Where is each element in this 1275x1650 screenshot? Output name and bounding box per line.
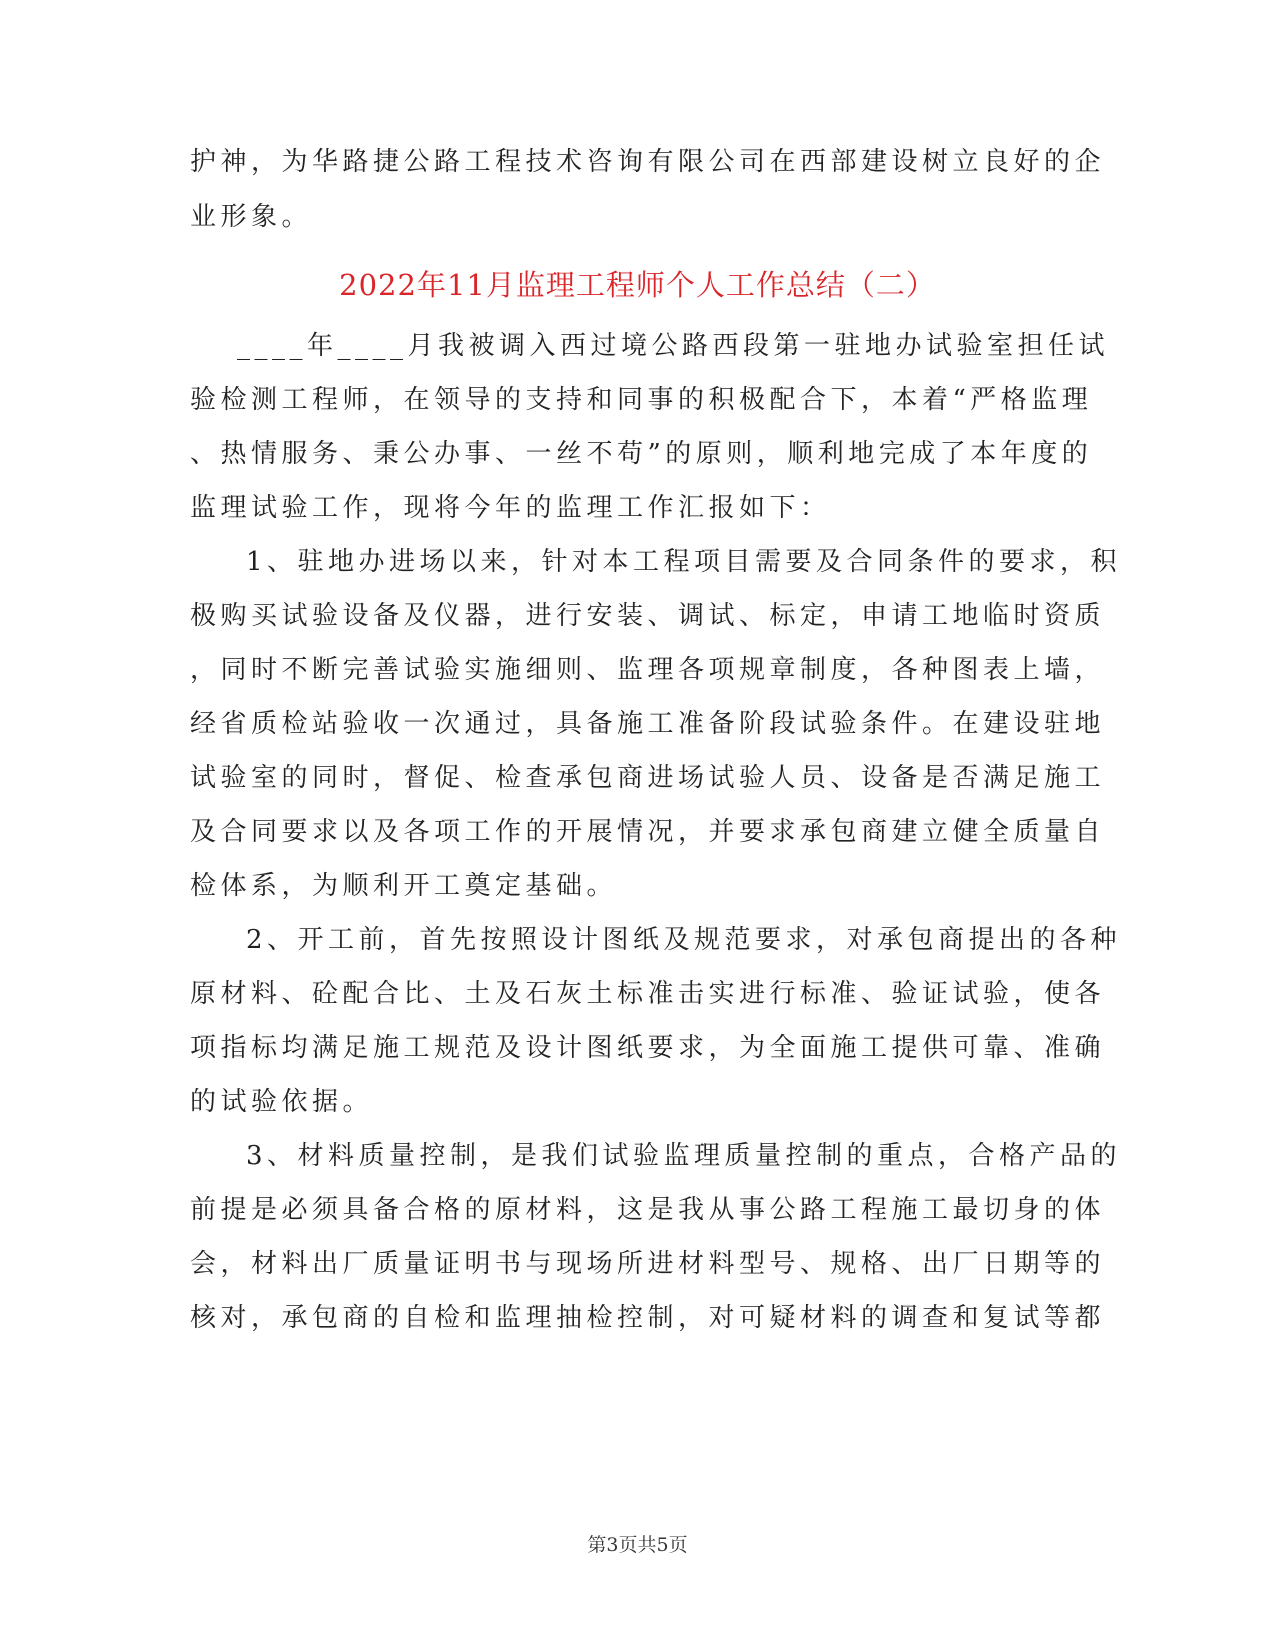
paragraph-line: 会，材料出厂质量证明书与现场所进材料型号、规格、出厂日期等的	[190, 1249, 1106, 1279]
intro-line: 业形象。	[190, 202, 313, 232]
paragraph-line: 1、驻地办进场以来，针对本工程项目需要及合同条件的要求，积	[246, 547, 1122, 577]
paragraph-line: 原材料、砼配合比、土及石灰土标准击实进行标准、验证试验，使各	[190, 979, 1106, 1009]
paragraph-line: 极购买试验设备及仪器，进行安装、调试、标定，申请工地临时资质	[190, 601, 1106, 631]
paragraph-line: 、热情服务、秉公办事、一丝不苟”的原则，顺利地完成了本年度的	[190, 439, 1093, 469]
paragraph-line: 检体系，为顺利开工奠定基础。	[190, 871, 618, 901]
paragraph-line: 验检测工程师，在领导的支持和同事的积极配合下，本着“严格监理	[190, 385, 1093, 415]
paragraph-line: 的试验依据。	[190, 1087, 374, 1117]
paragraph-line: 前提是必须具备合格的原材料，这是我从事公路工程施工最切身的体	[190, 1195, 1106, 1225]
intro-line: 护神，为华路捷公路工程技术咨询有限公司在西部建设树立良好的企	[190, 147, 1106, 177]
paragraph-line: ，同时不断完善试验实施细则、监理各项规章制度，各种图表上墙，	[190, 655, 1106, 685]
paragraph-line: 项指标均满足施工规范及设计图纸要求，为全面施工提供可靠、准确	[190, 1033, 1106, 1063]
paragraph-line: 3、材料质量控制，是我们试验监理质量控制的重点，合格产品的	[246, 1141, 1122, 1171]
section-title: 2022年11月监理工程师个人工作总结（二）	[339, 268, 936, 302]
paragraph-line: 核对，承包商的自检和监理抽检控制，对可疑材料的调查和复试等都	[190, 1303, 1106, 1333]
paragraph-line: 及合同要求以及各项工作的开展情况，并要求承包商建立健全质量自	[190, 817, 1106, 847]
page-number-footer: 第3页共5页	[587, 1534, 688, 1556]
paragraph-line: 经省质检站验收一次通过，具备施工准备阶段试验条件。在建设驻地	[190, 709, 1106, 739]
paragraph-line: 2、开工前，首先按照设计图纸及规范要求，对承包商提出的各种	[246, 925, 1122, 955]
paragraph-line: 监理试验工作，现将今年的监理工作汇报如下：	[190, 493, 831, 523]
paragraph-line: ____年____月我被调入西过境公路西段第一驻地办试验室担任试	[237, 331, 1110, 361]
paragraph-line: 试验室的同时，督促、检查承包商进场试验人员、设备是否满足施工	[190, 763, 1106, 793]
